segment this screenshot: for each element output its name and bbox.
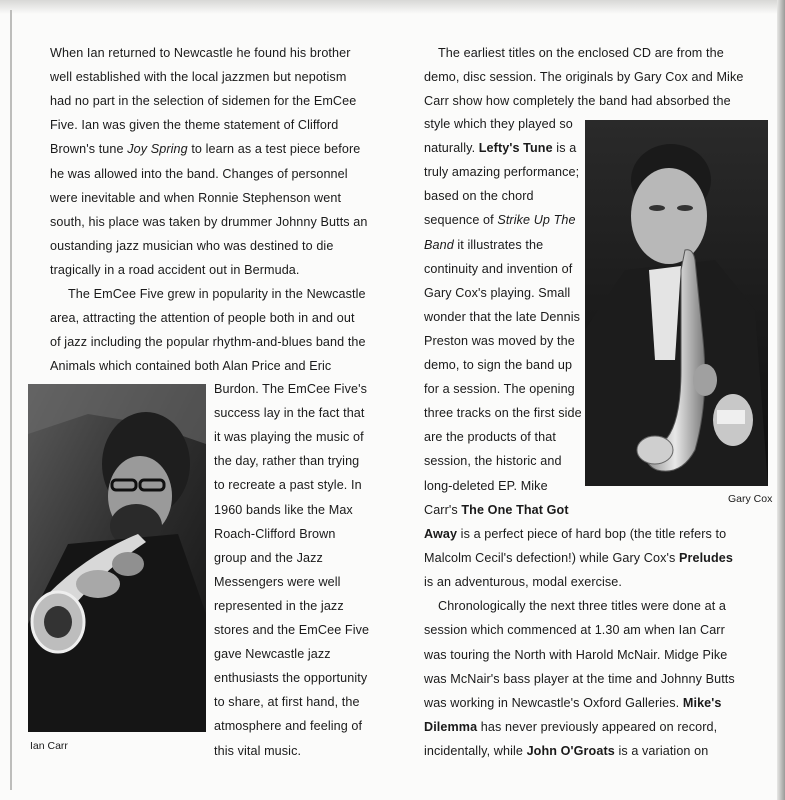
text-segment: oustanding jazz musician who was destined to die [50, 238, 334, 253]
text-line [424, 140, 576, 156]
text-segment: atmosphere and feeling of [214, 719, 363, 734]
text-segment: Lefty's Tune [478, 141, 553, 156]
text-line [424, 333, 575, 349]
scan-top-edge [0, 0, 785, 14]
text-segment: Carr show how completely the band had absorbed the [424, 94, 731, 109]
text-segment: truly amazing performance; [424, 165, 580, 180]
text-line [214, 526, 335, 542]
text-segment: Away [424, 527, 458, 541]
text-segment: Mike's [682, 695, 722, 710]
text-line [214, 429, 364, 445]
text-segment: Animals which contained both Alan Price and Eric [50, 359, 332, 374]
text-segment: session, the historic and [424, 454, 562, 469]
text-segment: tragically in a road accident out in Bermuda. [50, 262, 300, 277]
text-segment: Messengers were well [214, 574, 341, 589]
text-segment: Strike Up The [497, 213, 576, 228]
text-segment: The earliest titles on the enclosed CD are from the [438, 46, 724, 60]
photo-gary-cox [585, 120, 768, 486]
text-segment: represented in the jazz [214, 598, 344, 613]
text-line [68, 286, 366, 302]
text-segment: Five. Ian was given the theme statement of Clifford [50, 118, 339, 133]
text-line [214, 550, 323, 566]
text-segment: continuity and invention of [424, 261, 573, 276]
text-segment: Roach-Clifford Brown [214, 526, 336, 541]
text-line [50, 214, 368, 230]
text-segment: John O'Groats [526, 743, 615, 758]
text-line [214, 646, 331, 662]
text-line [424, 526, 726, 542]
text-segment: naturally. [424, 141, 479, 156]
text-line [424, 743, 708, 759]
text-segment: Gary Cox's playing. Small [424, 285, 571, 300]
text-segment: was touring the North with Harold McNair. Midge Pike [424, 647, 728, 662]
text-segment: style which they played so [424, 117, 573, 131]
scan-left-edge [10, 10, 12, 790]
text-segment: 1960 bands like the Max [214, 502, 353, 517]
text-segment: The One That Got [461, 502, 569, 517]
text-segment: Preston was moved by the [424, 333, 575, 348]
text-line [424, 502, 569, 518]
text-segment: session which commenced at 1.30 am when Ian Carr [424, 623, 725, 638]
text-segment: sequence of [424, 213, 498, 228]
text-line [214, 718, 362, 734]
text-line [50, 310, 355, 326]
text-line [50, 45, 351, 61]
text-line [438, 45, 724, 61]
caption-gary-cox: Gary Cox [728, 493, 773, 505]
text-segment: When Ian returned to Newcastle he found his brother [50, 46, 351, 60]
text-line [424, 550, 733, 566]
text-segment: three tracks on the first side [424, 406, 582, 421]
text-segment: is a [552, 141, 577, 156]
text-segment: has never previously appeared on record, [477, 719, 718, 734]
text-line [424, 164, 579, 180]
text-line [424, 357, 572, 373]
text-line [424, 671, 735, 687]
text-segment: is an adventurous, modal exercise. [424, 575, 623, 590]
text-segment: Carr's [424, 502, 462, 517]
text-line [50, 262, 300, 278]
text-line [438, 598, 726, 614]
text-segment: to learn as a test piece before [187, 142, 361, 157]
text-line [50, 190, 341, 206]
text-segment: gave Newcastle jazz [214, 647, 331, 662]
text-line [50, 93, 356, 109]
text-line [424, 261, 572, 277]
text-line [424, 381, 575, 397]
text-line [50, 334, 366, 350]
text-segment: incidentally, while [424, 743, 527, 758]
text-line [424, 478, 548, 494]
text-segment: are the products of that [424, 430, 556, 445]
text-line [424, 719, 717, 735]
text-line [214, 405, 365, 421]
text-segment: demo, disc session. The originals by Gary Cox and Mike [424, 70, 744, 85]
text-segment: well established with the local jazzmen but nepotism [50, 70, 347, 85]
text-segment: Brown's tune [50, 142, 128, 157]
text-segment: Malcolm Cecil's defection!) while Gary Cox's [424, 551, 679, 566]
text-segment: The EmCee Five grew in popularity in the Newcastle [68, 287, 366, 301]
text-segment: it illustrates the [453, 237, 544, 252]
text-segment: to share, at first hand, the [214, 695, 360, 710]
text-line [424, 574, 622, 590]
text-segment: to recreate a past style. In [214, 478, 362, 493]
text-segment: Dilemma [424, 719, 478, 734]
text-line [214, 381, 367, 397]
text-segment: is a variation on [614, 743, 709, 758]
text-line [424, 622, 725, 638]
text-segment: for a session. The opening [424, 382, 575, 397]
text-segment: enthusiasts the opportunity [214, 671, 368, 686]
text-line [424, 116, 573, 132]
text-segment: demo, to sign the band up [424, 358, 573, 372]
text-segment: success lay in the fact that [214, 406, 365, 421]
text-segment: had no part in the selection of sidemen for the EmCee [50, 94, 357, 109]
text-line [214, 502, 353, 518]
text-line [214, 574, 341, 590]
text-line [214, 477, 362, 493]
text-line [424, 405, 582, 421]
text-line [424, 93, 731, 109]
text-segment: is a perfect piece of hard bop (the title refers to [457, 527, 727, 541]
text-segment: of jazz including the popular rhythm-and-blues band the [50, 335, 366, 350]
text-segment: this vital music. [214, 743, 302, 758]
text-line [424, 212, 576, 228]
text-segment: based on the chord [424, 189, 534, 204]
text-segment: Preludes [678, 551, 733, 566]
text-line [214, 598, 344, 614]
text-line [214, 694, 360, 710]
text-segment: south, his place was taken by drummer Johnny Butts an [50, 214, 368, 229]
text-segment: Burdon. The EmCee Five's [214, 382, 367, 396]
text-segment: wonder that the late Dennis [424, 309, 581, 324]
text-line [424, 188, 534, 204]
scan-right-edge [777, 0, 785, 800]
text-segment: it was playing the music of [214, 430, 364, 445]
text-segment: Band [424, 237, 454, 252]
text-line [424, 695, 721, 711]
text-segment: the day, rather than trying [214, 454, 360, 469]
text-segment: was working in Newcastle's Oxford Galleries. [424, 695, 683, 710]
text-segment: group and the Jazz [214, 550, 323, 565]
text-line [424, 647, 727, 663]
text-line [424, 69, 743, 85]
photo-ian-carr [28, 384, 206, 732]
text-line [50, 166, 348, 182]
text-line [424, 309, 580, 325]
text-line [50, 69, 346, 85]
text-segment: Joy Spring [127, 142, 188, 157]
text-line [50, 358, 331, 374]
text-line [50, 238, 333, 254]
caption-ian-carr: Ian Carr [30, 740, 68, 752]
text-line [214, 453, 359, 469]
text-segment: was McNair's bass player at the time and Johnny Butts [424, 671, 735, 686]
text-segment: area, attracting the attention of people both in and out [50, 311, 355, 326]
text-segment: stores and the EmCee Five [214, 623, 370, 637]
text-line [50, 117, 338, 133]
text-line [424, 453, 562, 469]
text-line [214, 743, 301, 759]
text-line [214, 670, 367, 686]
text-line [424, 285, 570, 301]
text-segment: long-deleted EP. Mike [424, 478, 548, 493]
text-line [50, 141, 360, 157]
text-line [214, 622, 369, 638]
text-line [424, 429, 556, 445]
text-segment: were inevitable and when Ronnie Stephenson went [50, 190, 342, 205]
text-segment: Chronologically the next three titles were done at a [438, 599, 727, 614]
text-segment: he was allowed into the band. Changes of personnel [50, 166, 348, 181]
text-line [424, 237, 543, 253]
trumpet-player-image [28, 384, 206, 732]
saxophone-player-image [585, 120, 768, 486]
